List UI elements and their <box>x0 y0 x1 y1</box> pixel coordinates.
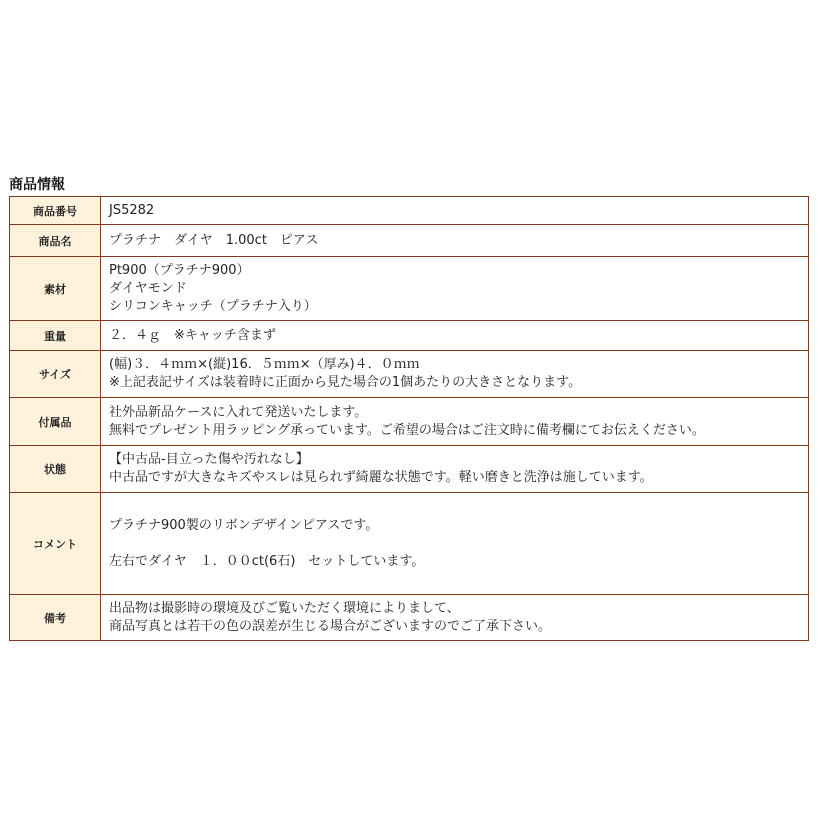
row-label: コメント <box>10 493 101 595</box>
value-line: 【中古品-目立った傷や汚れなし】 <box>109 452 309 467</box>
row-value <box>101 398 809 446</box>
value-line: 社外品新品ケースに入れて発送いたします。 <box>109 404 368 420</box>
value-line: プラチナ900製のリボンデザインピアスです。 <box>109 517 379 533</box>
row-value <box>101 321 809 351</box>
table-row-comment <box>10 493 809 595</box>
row-label: 重量 <box>10 321 101 351</box>
row-value <box>101 197 809 225</box>
row-value <box>101 257 809 321</box>
row-label: 付属品 <box>10 398 101 446</box>
table-row-remarks <box>10 595 809 641</box>
value-line: 出品物は撮影時の環境及びご覧いただく環境によりまして、 <box>109 600 460 616</box>
value-line: 左右でダイヤ １．００ct(6石) セットしています。 <box>109 553 425 569</box>
value-line: 無料でプレゼント用ラッピング承っています。ご希望の場合はご注文時に備考欄にてお伝えください。 <box>109 422 705 438</box>
row-value <box>101 225 809 257</box>
product-info-table <box>9 196 809 641</box>
value-line: 商品写真とは若干の色の誤差が生じる場合がございますのでご了承下さい。 <box>109 618 552 634</box>
value-line: ２．４ｇ ※キャッチ含まず <box>109 327 276 343</box>
value-line: JS5282 <box>109 202 155 218</box>
row-value <box>101 595 809 641</box>
table-row-product-number <box>10 197 809 225</box>
row-label: 状態 <box>10 446 101 493</box>
row-value <box>101 446 809 493</box>
value-line: 中古品ですが大きなキズやスレは見られず綺麗な状態です。軽い磨きと洗浄は施しています。 <box>109 470 653 485</box>
blank-line <box>109 535 802 553</box>
table-row-product-name <box>10 225 809 257</box>
table-row-condition <box>10 446 809 493</box>
table-row-material <box>10 257 809 321</box>
value-line: プラチナ ダイヤ 1.00ct ピアス <box>109 232 319 248</box>
table-row-weight <box>10 321 809 351</box>
row-label: 備考 <box>10 595 101 641</box>
row-label: 商品番号 <box>10 197 101 225</box>
row-label: サイズ <box>10 351 101 398</box>
row-value <box>101 493 809 595</box>
value-line: Pt900（プラチナ900） <box>109 262 250 278</box>
value-line: (幅)３．４ｍｍ×(縦)16．５ｍｍ×（厚み)４．０ｍｍ <box>109 357 420 372</box>
row-label: 素材 <box>10 257 101 321</box>
section-title: 商品情報 <box>9 177 65 193</box>
value-line: シリコンキャッチ（プラチナ入り） <box>109 298 317 314</box>
row-value <box>101 351 809 398</box>
table-row-accessories <box>10 398 809 446</box>
value-line: ※上記表記サイズは装着時に正面から見た場合の1個あたりの大きさとなります。 <box>109 375 582 390</box>
value-line: ダイヤモンド <box>109 280 187 296</box>
row-label: 商品名 <box>10 225 101 257</box>
table-row-size <box>10 351 809 398</box>
